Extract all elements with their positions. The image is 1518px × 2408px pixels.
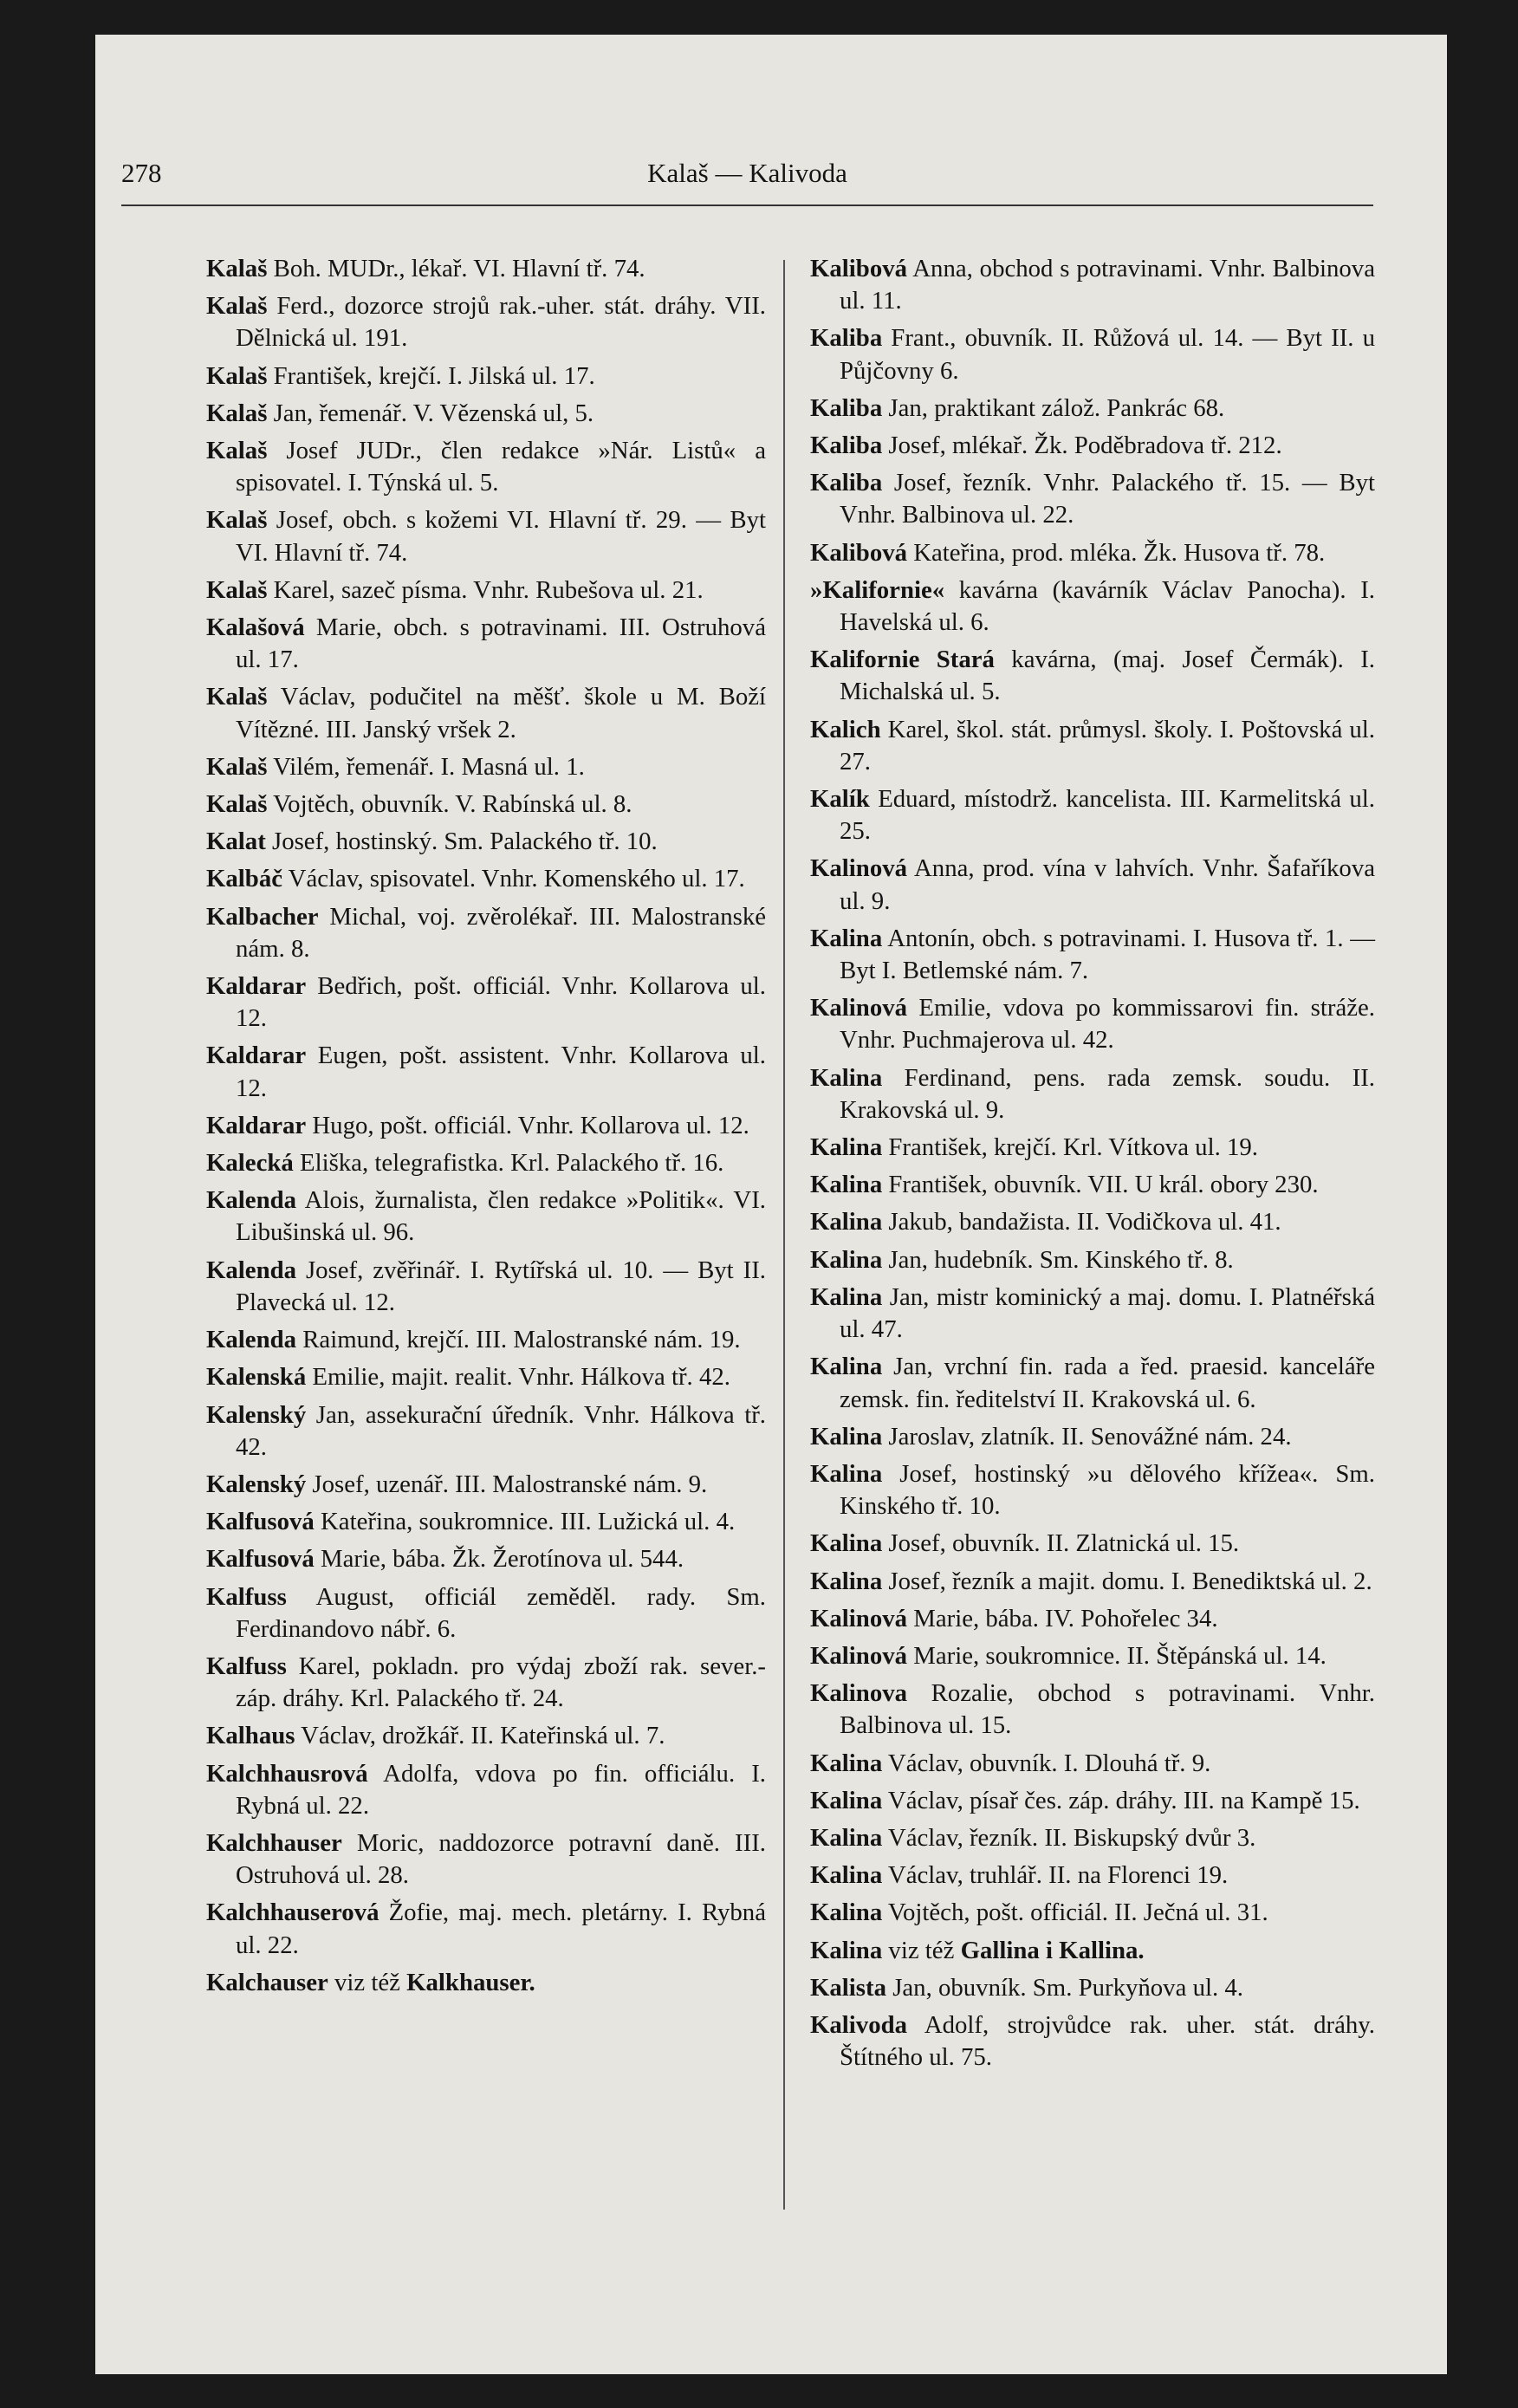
directory-entry <box>206 1581 766 1645</box>
entry-surname: Kalenda <box>206 1256 297 1284</box>
entry-details: Marie, bába. Žk. Žerotínova ul. 544. <box>314 1545 684 1574</box>
directory-entry <box>810 1528 1375 1560</box>
entry-surname: Kalchhauser <box>206 1828 342 1857</box>
entry-surname: Kalinová <box>810 1641 908 1670</box>
entry-surname: Kalfuss <box>206 1652 287 1680</box>
directory-entry <box>810 1860 1375 1892</box>
entry-surname: Kalina <box>810 1063 883 1092</box>
entry-surname: Kalfusová <box>206 1508 315 1536</box>
directory-entry <box>810 1206 1375 1238</box>
entry-surname: Kalenda <box>206 1326 297 1354</box>
entry-details: Marie, obch. s potravinami. III. Ostruhová ul. 17. <box>236 613 766 674</box>
entry-surname: »Kalifornie« <box>810 575 945 604</box>
directory-entry <box>206 751 766 783</box>
entry-surname: Kalinová <box>810 994 908 1022</box>
directory-entry <box>206 1651 766 1715</box>
directory-entry <box>206 1040 766 1104</box>
entry-details: August, officiál zeměděl. rady. Sm. Ferdinandovo nábř. 6. <box>236 1582 766 1643</box>
directory-entry <box>810 393 1375 425</box>
entry-surname: Kaliba <box>810 469 883 497</box>
entry-surname: Kalinová <box>810 1604 908 1632</box>
entry-surname: Kalaš <box>206 437 268 465</box>
entry-details: Jan, vrchní fin. rada a řed. praesid. kanceláře zemsk. fin. ředitelství II. Krakovská ul. 6. <box>840 1353 1375 1413</box>
entry-surname: Kalina <box>810 1823 883 1852</box>
directory-entry <box>206 360 766 393</box>
directory-entry <box>206 1255 766 1319</box>
entry-surname: Kalich <box>810 715 881 743</box>
entry-details: Žofie, maj. mech. pletárny. I. Rybná ul. 22. <box>236 1898 766 1959</box>
directory-entry <box>206 1185 766 1249</box>
directory-entry <box>206 612 766 676</box>
entry-details: Václav, spisovatel. Vnhr. Komenského ul. 17. <box>282 865 745 893</box>
entry-details: František, obuvník. VII. U král. obory 230. <box>882 1171 1319 1199</box>
directory-entry <box>810 1748 1375 1780</box>
entry-details: Václav, podučitel na měšť. škole u M. Boží Vítězné. III. Janský vršek 2. <box>236 683 766 743</box>
entry-surname: Kalenská <box>206 1363 307 1392</box>
directory-entry <box>810 1458 1375 1522</box>
entry-surname: Kalina <box>810 1133 883 1162</box>
directory-entry <box>810 644 1375 708</box>
entry-surname: Kalbáč <box>206 865 282 893</box>
entry-surname: Kalenský <box>206 1400 307 1429</box>
entry-details: Karel, sazeč písma. Vnhr. Rubešova ul. 21. <box>267 575 704 604</box>
directory-entry <box>810 1935 1375 1967</box>
entry-details: Anna, prod. vína v lahvích. Vnhr. Šafaříkova ul. 9. <box>840 854 1375 915</box>
entry-surname: Kalina <box>810 1171 883 1199</box>
directory-entry <box>206 826 766 858</box>
entry-details: Jan, mistr kominický a maj. domu. I. Platnéřská ul. 47. <box>840 1282 1375 1344</box>
directory-entry <box>810 253 1375 317</box>
directory-entry <box>810 923 1375 987</box>
entry-details: Boh. MUDr., lékař. VI. Hlavní tř. 74. <box>267 255 645 282</box>
entry-surname: Kalenský <box>206 1470 307 1498</box>
entry-surname: Kalina <box>810 1861 883 1890</box>
directory-entry <box>810 1169 1375 1201</box>
entry-details: Eliška, telegrafistka. Krl. Palackého tř. 16. <box>293 1149 724 1178</box>
entry-surname: Kalchauser <box>206 1968 328 1996</box>
directory-entry <box>206 253 766 285</box>
entry-details: Adolfa, vdova po fin. officiálu. I. Rybná ul. 22. <box>236 1759 766 1820</box>
entry-details: Jakub, bandažista. II. Vodičkova ul. 41. <box>882 1208 1281 1236</box>
entry-details: Josef, hostinský. Sm. Palackého tř. 10. <box>265 828 658 856</box>
entry-surname: Kalina <box>810 1282 883 1311</box>
entry-surname: Kalaš <box>206 683 268 711</box>
entry-details: Josef, mlékař. Žk. Poděbradova tř. 212. <box>882 432 1282 460</box>
directory-entry <box>206 1110 766 1142</box>
entry-details: Emilie, majit. realit. Vnhr. Hálkova tř. 42. <box>306 1363 730 1392</box>
entry-surname: Kalaš <box>206 506 268 535</box>
entry-details: Ferd., dozorce strojů rak.-uher. stát. dráhy. VII. Dělnická ul. 191. <box>236 292 766 353</box>
entry-details: Frant., obuvník. II. Růžová ul. 14. — Byt II. u Půjčovny 6. <box>840 324 1375 385</box>
directory-entry <box>810 1678 1375 1742</box>
entry-details: Václav, řezník. II. Biskupský dvůr 3. <box>882 1823 1256 1852</box>
entry-details: Vojtěch, obuvník. V. Rabínská ul. 8. <box>267 790 632 819</box>
directory-entry <box>206 1469 766 1501</box>
entry-details: Josef, hostinský »u dělového křížea«. Sm. Kinského tř. 10. <box>840 1459 1375 1521</box>
entry-surname: Kalinová <box>810 854 908 883</box>
directory-entry <box>206 1897 766 1961</box>
entry-crossref: Kalkhauser. <box>406 1968 535 1996</box>
entry-details: Rozalie, obchod s potravinami. Vnhr. Balbinova ul. 15. <box>840 1679 1375 1740</box>
entry-details: Vojtěch, pošt. officiál. II. Ječná ul. 31. <box>882 1898 1268 1927</box>
right-column <box>810 253 1375 2079</box>
entry-surname: Kalaš <box>206 790 268 819</box>
entry-details: Josef, uzenář. III. Malostranské nám. 9. <box>306 1470 708 1498</box>
entry-surname: Kalchhausrová <box>206 1759 368 1788</box>
entry-details: Kateřina, prod. mléka. Žk. Husova tř. 78. <box>907 538 1326 567</box>
entry-surname: Kalašová <box>206 613 305 642</box>
directory-entry <box>206 1827 766 1892</box>
entry-details: Michal, voj. zvěrolékař. III. Malostranské nám. 8. <box>236 902 766 963</box>
entry-surname: Kalaš <box>206 752 268 781</box>
directory-entry <box>810 1822 1375 1854</box>
directory-entry <box>810 1062 1375 1126</box>
entry-details: Jaroslav, zlatník. II. Senovážné nám. 24. <box>882 1422 1292 1451</box>
entry-details: Jan, řemenář. V. Vězenská ul, 5. <box>267 399 594 427</box>
running-title: Kalaš — Kalivoda <box>647 158 847 188</box>
entry-surname: Kalina <box>810 1567 883 1595</box>
entry-surname: Kalibová <box>810 255 908 282</box>
directory-entry <box>206 1147 766 1179</box>
entry-details: viz též <box>882 1936 961 1964</box>
entry-surname: Kalina <box>810 1529 883 1558</box>
directory-entry <box>810 783 1375 847</box>
entry-surname: Kalaš <box>206 575 268 604</box>
directory-entry <box>810 574 1375 639</box>
entry-surname: Kaliba <box>810 393 883 422</box>
directory-entry <box>810 992 1375 1056</box>
entry-details: Karel, pokladn. pro výdaj zboží rak. sever.-záp. dráhy. Krl. Palackého tř. 24. <box>236 1652 766 1713</box>
entry-details: Josef, řezník a majit. domu. I. Benediktská ul. 2. <box>882 1567 1372 1595</box>
directory-entry <box>206 504 766 568</box>
directory-entry <box>810 853 1375 917</box>
entry-details: Anna, obchod s potravinami. Vnhr. Balbinova ul. 11. <box>840 255 1375 315</box>
entry-surname: Kalina <box>810 1208 883 1236</box>
entry-details: Antonín, obch. s potravinami. I. Husova tř. 1. — Byt I. Betlemské nám. 7. <box>840 924 1375 985</box>
entry-details: Josef, řezník. Vnhr. Palackého tř. 15. — Byt Vnhr. Balbinova ul. 22. <box>840 469 1375 529</box>
entry-surname: Kalina <box>810 1898 883 1927</box>
directory-entry <box>810 430 1375 462</box>
directory-entry <box>206 863 766 895</box>
entry-surname: Kalina <box>810 1353 883 1381</box>
entry-details: Jan, assekurační úředník. Vnhr. Hálkova tř. 42. <box>236 1400 766 1461</box>
entry-surname: Kalina <box>810 924 883 952</box>
entry-surname: Kalina <box>810 1245 883 1274</box>
entry-surname: Kalecká <box>206 1149 294 1178</box>
entry-details: František, krejčí. I. Jilská ul. 17. <box>267 361 595 390</box>
directory-entry <box>810 1972 1375 2004</box>
entry-details: Alois, žurnalista, člen redakce »Politik«. VI. Libušinská ul. 96. <box>236 1186 766 1247</box>
entry-surname: Kalina <box>810 1786 883 1814</box>
directory-entry <box>206 1758 766 1822</box>
directory-entry <box>810 1566 1375 1598</box>
entry-surname: Kalifornie Stará <box>810 646 995 674</box>
entry-details: Jan, obuvník. Sm. Purkyňova ul. 4. <box>886 1973 1243 2002</box>
entry-surname: Kalina <box>810 1936 883 1964</box>
entry-details: Eduard, místodrž. kancelista. III. Karmelitská ul. 25. <box>840 785 1375 846</box>
entry-details: Jan, praktikant zálož. Pankrác 68. <box>882 393 1225 422</box>
entry-details: Václav, obuvník. I. Dlouhá tř. 9. <box>882 1749 1211 1777</box>
entry-details: Václav, truhlář. II. na Florenci 19. <box>882 1861 1229 1890</box>
directory-entry <box>810 1244 1375 1276</box>
directory-entry <box>810 1351 1375 1415</box>
directory-entry <box>810 467 1375 531</box>
entry-surname: Kaldarar <box>206 972 307 1001</box>
entry-surname: Kaldarar <box>206 1111 307 1139</box>
column-divider <box>783 260 785 2210</box>
directory-entry <box>810 537 1375 569</box>
entry-surname: Kalfusová <box>206 1545 315 1574</box>
entry-surname: Kalfuss <box>206 1582 287 1611</box>
page-header <box>121 158 1373 192</box>
directory-entry <box>810 1421 1375 1453</box>
directory-entry <box>206 290 766 354</box>
entry-details: Raimund, krejčí. III. Malostranské nám. 19. <box>296 1326 741 1354</box>
entry-surname: Kalivoda <box>810 2010 908 2039</box>
entry-details: Ferdinand, pens. rada zemsk. soudu. II. Krakovská ul. 9. <box>840 1063 1375 1124</box>
entry-details: Josef, zvěřinář. I. Rytířská ul. 10. — Byt II. Plavecká ul. 12. <box>236 1256 766 1316</box>
entry-surname: Kalinova <box>810 1679 908 1708</box>
entry-details: Václav, drožkář. II. Kateřinská ul. 7. <box>295 1722 665 1750</box>
entry-details: Bedřich, pošt. officiál. Vnhr. Kollarova ul. 12. <box>236 972 766 1033</box>
entry-details: Jan, hudebník. Sm. Kinského tř. 8. <box>882 1245 1234 1274</box>
directory-entry <box>206 901 766 965</box>
directory-entry <box>810 1603 1375 1635</box>
entry-details: Hugo, pošt. officiál. Vnhr. Kollarova ul. 12. <box>306 1111 749 1139</box>
entry-details: Josef, obch. s kožemi VI. Hlavní tř. 29. — Byt VI. Hlavní tř. 74. <box>236 506 766 567</box>
entry-details: Karel, škol. stát. průmysl. školy. I. Poštovská ul. 27. <box>840 715 1375 776</box>
entry-details: Josef, obuvník. II. Zlatnická ul. 15. <box>882 1529 1240 1558</box>
directory-entry <box>206 1361 766 1393</box>
entry-surname: Kalista <box>810 1973 886 2002</box>
entry-surname: Kalina <box>810 1749 883 1777</box>
directory-entry <box>206 1543 766 1575</box>
entry-surname: Kalbacher <box>206 902 319 931</box>
directory-entry <box>206 1399 766 1464</box>
directory-entry <box>206 398 766 430</box>
entry-surname: Kalchhauserová <box>206 1898 380 1927</box>
directory-entry <box>206 435 766 499</box>
entry-details: Emilie, vdova po kommissarovi fin. stráže. Vnhr. Puchmajerova ul. 42. <box>840 994 1375 1055</box>
page-number: 278 <box>121 158 162 188</box>
directory-entry <box>810 2009 1375 2074</box>
entry-surname: Kalaš <box>206 255 268 282</box>
directory-entry <box>810 714 1375 778</box>
entry-surname: Kalenda <box>206 1186 297 1215</box>
entry-details: viz též <box>328 1968 407 1996</box>
entry-surname: Kalina <box>810 1459 883 1488</box>
entry-details: kavárna (kavárník Václav Panocha). I. Havelská ul. 6. <box>840 575 1375 637</box>
directory-entry <box>206 1720 766 1752</box>
entry-details: kavárna, (maj. Josef Čermák). I. Michalská ul. 5. <box>840 646 1375 706</box>
entry-details: Adolf, strojvůdce rak. uher. stát. dráhy. Štítného ul. 75. <box>840 2010 1375 2072</box>
entry-surname: Kalhaus <box>206 1722 295 1750</box>
directory-entry <box>810 1132 1375 1164</box>
header-rule <box>121 204 1373 206</box>
entry-details: Vilém, řemenář. I. Masná ul. 1. <box>267 752 585 781</box>
entry-surname: Kalaš <box>206 361 268 390</box>
entry-details: František, krejčí. Krl. Vítkova ul. 19. <box>882 1133 1258 1162</box>
entry-details: Eugen, pošt. assistent. Vnhr. Kollarova ul. 12. <box>236 1042 766 1102</box>
directory-entry <box>810 1282 1375 1346</box>
directory-entry <box>206 681 766 745</box>
entry-surname: Kalibová <box>810 538 908 567</box>
directory-entry <box>206 574 766 607</box>
directory-entry <box>810 1897 1375 1929</box>
entry-surname: Kalík <box>810 785 870 814</box>
entry-surname: Kalat <box>206 828 266 856</box>
directory-entry <box>810 1785 1375 1817</box>
entry-details: Marie, soukromnice. II. Štěpánská ul. 14. <box>907 1641 1327 1670</box>
entry-details: Marie, bába. IV. Pohořelec 34. <box>907 1604 1218 1632</box>
entry-details: Moric, naddozorce potravní daně. III. Ostruhová ul. 28. <box>236 1828 766 1890</box>
directory-entry <box>206 1506 766 1538</box>
directory-entry <box>206 1324 766 1356</box>
directory-entry <box>810 322 1375 386</box>
left-column <box>206 253 766 2004</box>
directory-entry <box>206 789 766 821</box>
directory-entry <box>810 1640 1375 1672</box>
entry-details: Václav, písař čes. záp. dráhy. III. na Kampě 15. <box>882 1786 1360 1814</box>
entry-surname: Kalaš <box>206 292 268 321</box>
entry-crossref: Gallina i Kallina. <box>960 1936 1145 1964</box>
entry-surname: Kalina <box>810 1422 883 1451</box>
entry-details: Kateřina, soukromnice. III. Lužická ul. 4. <box>314 1508 736 1536</box>
entry-details: Josef JUDr., člen redakce »Nár. Listů« a spisovatel. I. Týnská ul. 5. <box>236 437 766 497</box>
directory-entry <box>206 970 766 1035</box>
entry-surname: Kaliba <box>810 432 883 460</box>
entry-surname: Kaliba <box>810 324 883 353</box>
directory-entry <box>206 1967 766 1999</box>
entry-surname: Kaldarar <box>206 1042 307 1070</box>
entry-surname: Kalaš <box>206 399 268 427</box>
